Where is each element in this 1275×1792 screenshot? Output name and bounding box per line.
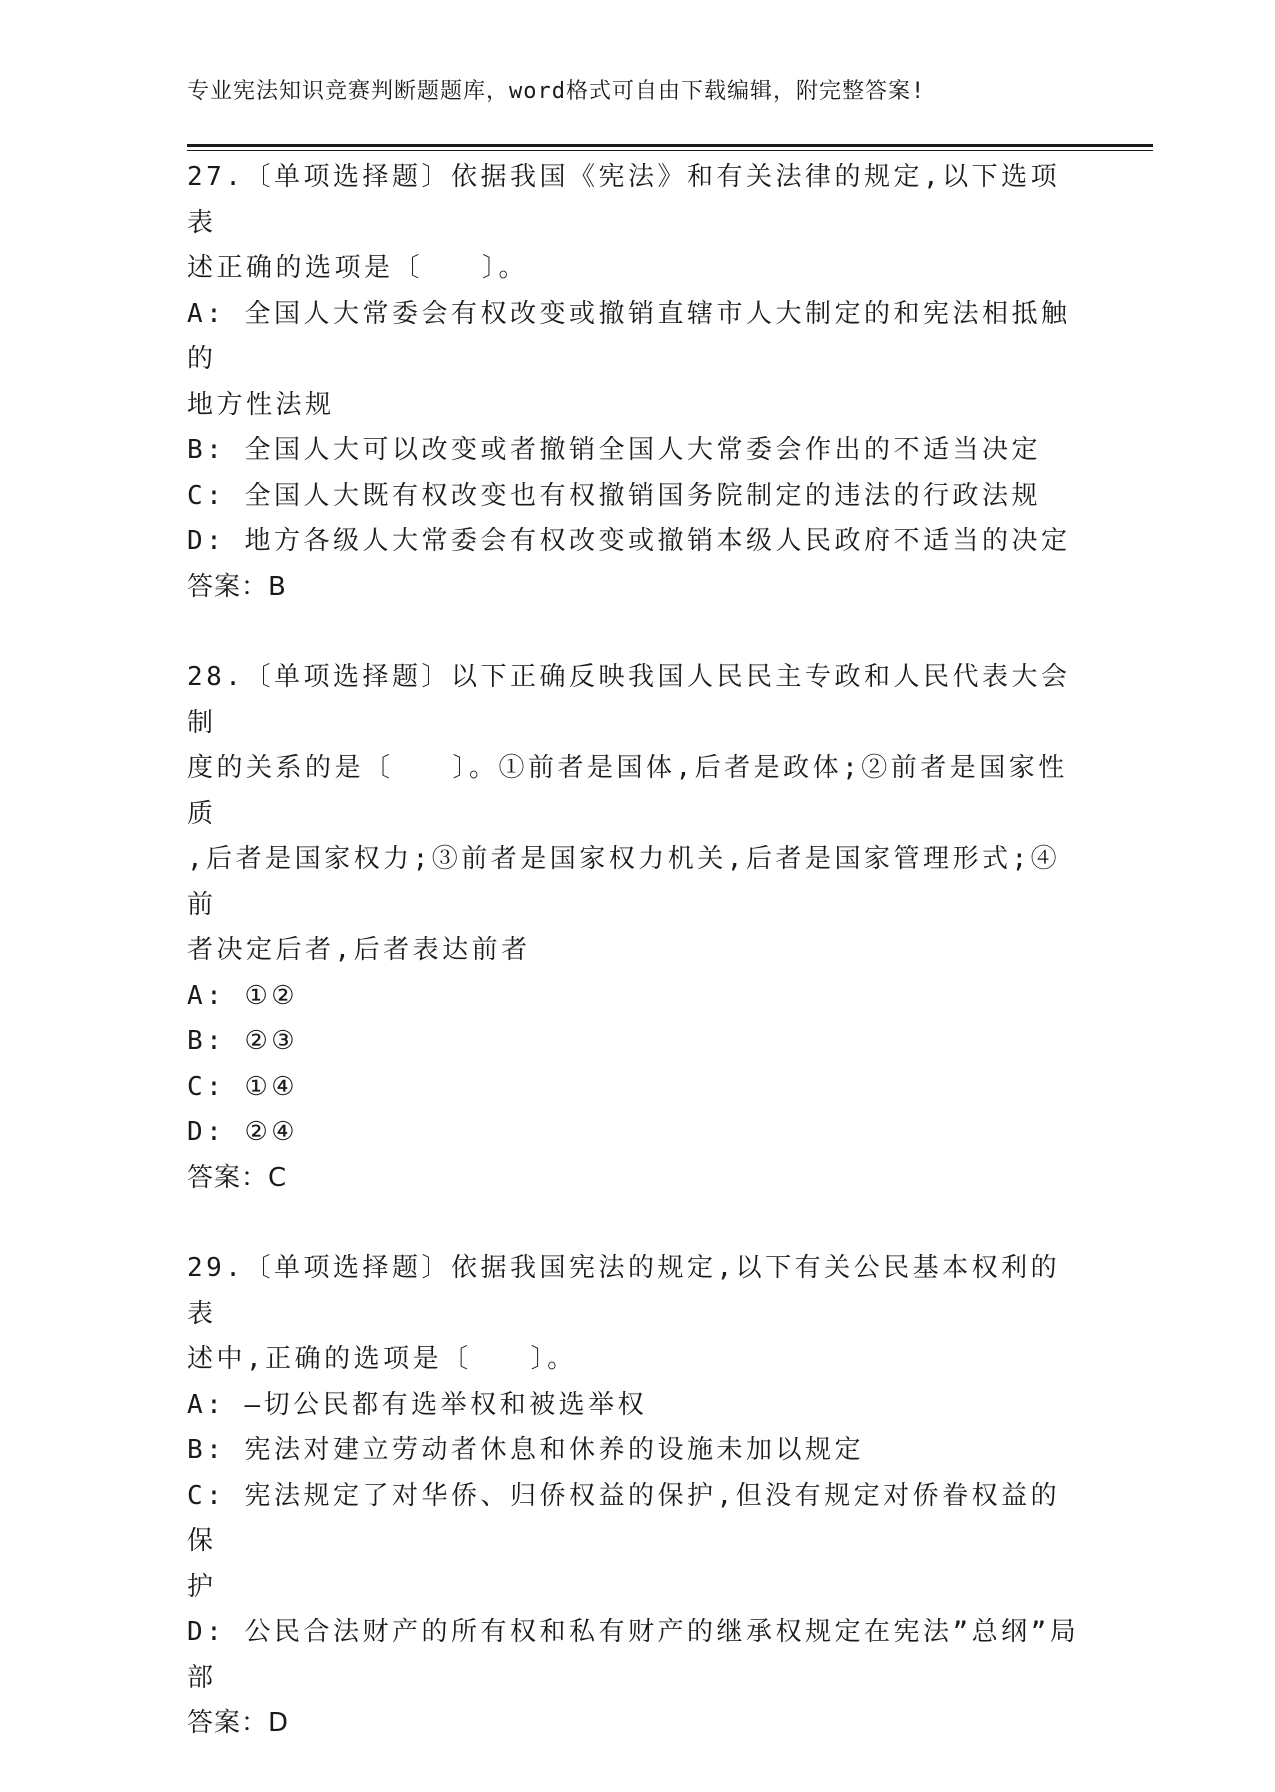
- option-b: B: 宪法对建立劳动者休息和休养的设施未加以规定: [187, 1435, 864, 1465]
- question-stem-line: 27.〔单项选择题〕依据我国《宪法》和有关法律的规定,以下选项表: [187, 162, 1061, 238]
- option-b: B: 全国人大可以改变或者撤销全国人大常委会作出的不适当决定: [187, 435, 1041, 465]
- option-a: A: —切公民都有选举权和被选举权: [187, 1389, 648, 1420]
- option-d-continued: 部: [187, 1662, 217, 1693]
- question-stem-line: 29.〔单项选择题〕依据我国宪法的规定,以下有关公民基本权利的表: [187, 1253, 1061, 1329]
- question-stem-line: ,后者是国家权力;③前者是国家权力机关,后者是国家管理形式;④前: [187, 844, 1061, 920]
- question-stem-line: 度的关系的是〔 〕。①前者是国体,后者是政体;②前者是国家性质: [187, 753, 1068, 829]
- question-28: [187, 655, 1087, 1201]
- option-d: D: ②④: [187, 1117, 299, 1147]
- option-a: A: ①②: [187, 980, 299, 1011]
- option-a: A: 全国人大常委会有权改变或撤销直辖市人大制定的和宪法相抵触的: [187, 298, 1071, 374]
- answer-label: 答案：D: [187, 1708, 290, 1738]
- option-c: C: 全国人大既有权改变也有权撤销国务院制定的违法的行政法规: [187, 480, 1041, 511]
- option-a-continued: 地方性法规: [187, 389, 335, 420]
- answer-label: 答案：B: [187, 571, 287, 602]
- question-27: [187, 155, 1087, 610]
- header-rule-thin: [187, 150, 1153, 151]
- question-stem-line: 28.〔单项选择题〕以下正确反映我国人民民主专政和人民代表大会制: [187, 662, 1071, 738]
- question-29: [187, 1246, 1087, 1747]
- page-header: 专业宪法知识竞赛判断题题库，word格式可自由下载编辑，附完整答案!: [187, 79, 926, 104]
- question-stem-line: 述正确的选项是〔 〕。: [187, 253, 529, 283]
- option-b: B: ②③: [187, 1026, 299, 1056]
- header-rule-thick: [187, 144, 1153, 147]
- option-d: D: 地方各级人大常委会有权改变或撤销本级人民政府不适当的决定: [187, 526, 1071, 556]
- option-d: D: 公民合法财产的所有权和私有财产的继承权规定在宪法”总纲”局: [187, 1617, 1080, 1647]
- option-c: C: 宪法规定了对华侨、归侨权益的保护,但没有规定对侨眷权益的保: [187, 1480, 1061, 1556]
- question-list: [187, 155, 1087, 1792]
- question-stem-line: 者决定后者,后者表达前者: [187, 935, 531, 965]
- option-c: C: ①④: [187, 1071, 299, 1102]
- answer-label: 答案：C: [187, 1162, 288, 1193]
- question-stem-line: 述中,正确的选项是〔 〕。: [187, 1344, 577, 1374]
- option-c-continued: 护: [187, 1571, 217, 1602]
